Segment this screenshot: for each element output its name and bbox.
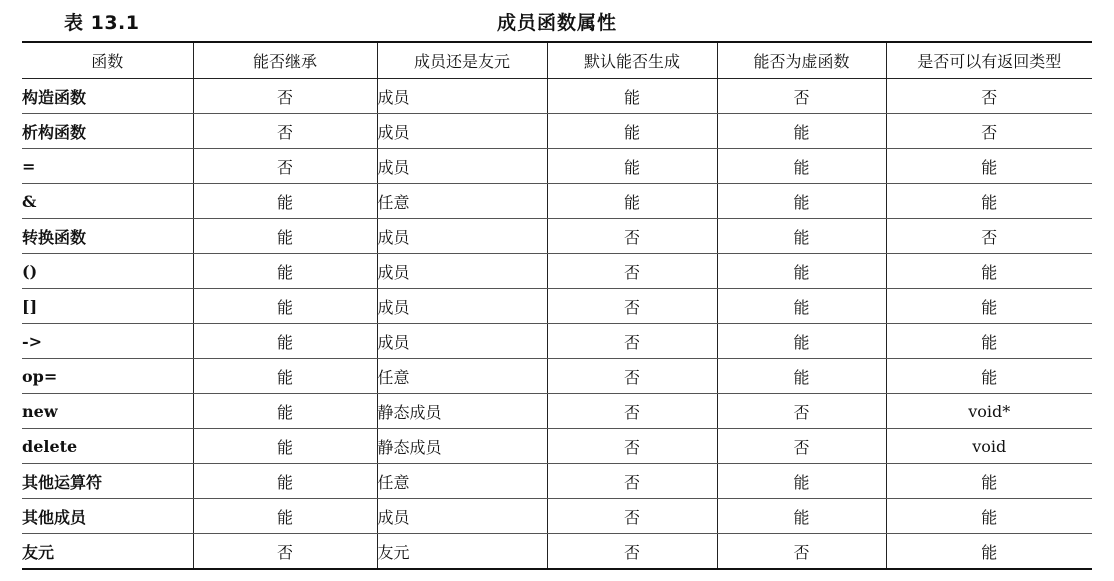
cell-inheritable: 否	[193, 534, 377, 570]
cell-can-be-virtual: 能	[717, 149, 886, 184]
table-row	[22, 149, 1092, 184]
column-header-can-be-virtual: 能否为虚函数	[717, 42, 886, 79]
table-row	[22, 114, 1092, 149]
cell-can-be-virtual: 能	[717, 499, 886, 534]
table-number: 表 13.1	[64, 12, 140, 34]
cell-inheritable: 能	[193, 289, 377, 324]
cell-inheritable: 否	[193, 149, 377, 184]
table-body	[22, 79, 1092, 570]
cell-can-be-virtual: 能	[717, 464, 886, 499]
cell-member-or-friend: 静态成员	[377, 429, 547, 464]
cell-inheritable: 能	[193, 219, 377, 254]
cell-function-name: ->	[22, 324, 193, 359]
header-row	[22, 42, 1092, 79]
cell-function-name: op=	[22, 359, 193, 394]
cell-can-be-virtual: 能	[717, 219, 886, 254]
cell-return-type: 能	[886, 184, 1092, 219]
table-row	[22, 79, 1092, 114]
cell-return-type: 否	[886, 79, 1092, 114]
member-function-properties-table	[22, 41, 1092, 570]
column-header-inheritable: 能否继承	[193, 42, 377, 79]
cell-return-type: 能	[886, 499, 1092, 534]
cell-member-or-friend: 成员	[377, 499, 547, 534]
cell-inheritable: 能	[193, 499, 377, 534]
column-header-default-generated: 默认能否生成	[547, 42, 717, 79]
cell-can-be-virtual: 能	[717, 184, 886, 219]
cell-inheritable: 否	[193, 79, 377, 114]
cell-can-be-virtual: 否	[717, 429, 886, 464]
cell-default-generated: 能	[547, 149, 717, 184]
table-row	[22, 394, 1092, 429]
table-row	[22, 219, 1092, 254]
cell-default-generated: 否	[547, 219, 717, 254]
cell-inheritable: 能	[193, 254, 377, 289]
cell-return-type: 能	[886, 254, 1092, 289]
cell-member-or-friend: 任意	[377, 184, 547, 219]
table-row	[22, 289, 1092, 324]
cell-member-or-friend: 成员	[377, 254, 547, 289]
cell-return-type: void*	[886, 394, 1092, 429]
column-header-return-type: 是否可以有返回类型	[886, 42, 1092, 79]
cell-member-or-friend: 任意	[377, 464, 547, 499]
cell-can-be-virtual: 否	[717, 79, 886, 114]
cell-return-type: 能	[886, 149, 1092, 184]
cell-member-or-friend: 成员	[377, 219, 547, 254]
table-row	[22, 324, 1092, 359]
table-row	[22, 429, 1092, 464]
cell-can-be-virtual: 能	[717, 359, 886, 394]
cell-can-be-virtual: 否	[717, 394, 886, 429]
table-row	[22, 359, 1092, 394]
cell-default-generated: 否	[547, 499, 717, 534]
cell-function-name: 其他成员	[22, 499, 193, 534]
cell-default-generated: 否	[547, 464, 717, 499]
cell-inheritable: 能	[193, 184, 377, 219]
cell-function-name: &	[22, 184, 193, 219]
cell-return-type: 能	[886, 359, 1092, 394]
cell-inheritable: 能	[193, 429, 377, 464]
table-title: 成员函数属性	[496, 12, 617, 34]
cell-inheritable: 否	[193, 114, 377, 149]
cell-default-generated: 能	[547, 114, 717, 149]
cell-inheritable: 能	[193, 394, 377, 429]
table-row	[22, 534, 1092, 570]
table-row	[22, 499, 1092, 534]
table-row	[22, 464, 1092, 499]
cell-member-or-friend: 友元	[377, 534, 547, 570]
table-caption	[22, 6, 1092, 36]
cell-member-or-friend: 成员	[377, 149, 547, 184]
cell-member-or-friend: 任意	[377, 359, 547, 394]
table-row	[22, 184, 1092, 219]
cell-return-type: void	[886, 429, 1092, 464]
cell-default-generated: 否	[547, 324, 717, 359]
cell-function-name: ()	[22, 254, 193, 289]
cell-function-name: 其他运算符	[22, 464, 193, 499]
column-header-function: 函数	[22, 42, 193, 79]
cell-function-name: =	[22, 149, 193, 184]
cell-default-generated: 否	[547, 534, 717, 570]
cell-function-name: 转换函数	[22, 219, 193, 254]
cell-can-be-virtual: 能	[717, 114, 886, 149]
cell-member-or-friend: 静态成员	[377, 394, 547, 429]
cell-return-type: 能	[886, 534, 1092, 570]
cell-can-be-virtual: 否	[717, 534, 886, 570]
cell-default-generated: 否	[547, 289, 717, 324]
column-header-member-or-friend: 成员还是友元	[377, 42, 547, 79]
cell-function-name: 析构函数	[22, 114, 193, 149]
cell-can-be-virtual: 能	[717, 324, 886, 359]
cell-default-generated: 否	[547, 359, 717, 394]
cell-inheritable: 能	[193, 359, 377, 394]
cell-member-or-friend: 成员	[377, 114, 547, 149]
cell-function-name: 构造函数	[22, 79, 193, 114]
cell-function-name: delete	[22, 429, 193, 464]
cell-return-type: 能	[886, 324, 1092, 359]
cell-inheritable: 能	[193, 464, 377, 499]
cell-can-be-virtual: 能	[717, 254, 886, 289]
cell-return-type: 否	[886, 114, 1092, 149]
cell-function-name: new	[22, 394, 193, 429]
cell-function-name: []	[22, 289, 193, 324]
cell-return-type: 否	[886, 219, 1092, 254]
table-row	[22, 254, 1092, 289]
cell-function-name: 友元	[22, 534, 193, 570]
cell-return-type: 能	[886, 289, 1092, 324]
cell-default-generated: 否	[547, 429, 717, 464]
cell-default-generated: 能	[547, 184, 717, 219]
cell-return-type: 能	[886, 464, 1092, 499]
cell-member-or-friend: 成员	[377, 289, 547, 324]
cell-member-or-friend: 成员	[377, 324, 547, 359]
cell-default-generated: 能	[547, 79, 717, 114]
cell-default-generated: 否	[547, 254, 717, 289]
cell-inheritable: 能	[193, 324, 377, 359]
cell-member-or-friend: 成员	[377, 79, 547, 114]
cell-can-be-virtual: 能	[717, 289, 886, 324]
cell-default-generated: 否	[547, 394, 717, 429]
